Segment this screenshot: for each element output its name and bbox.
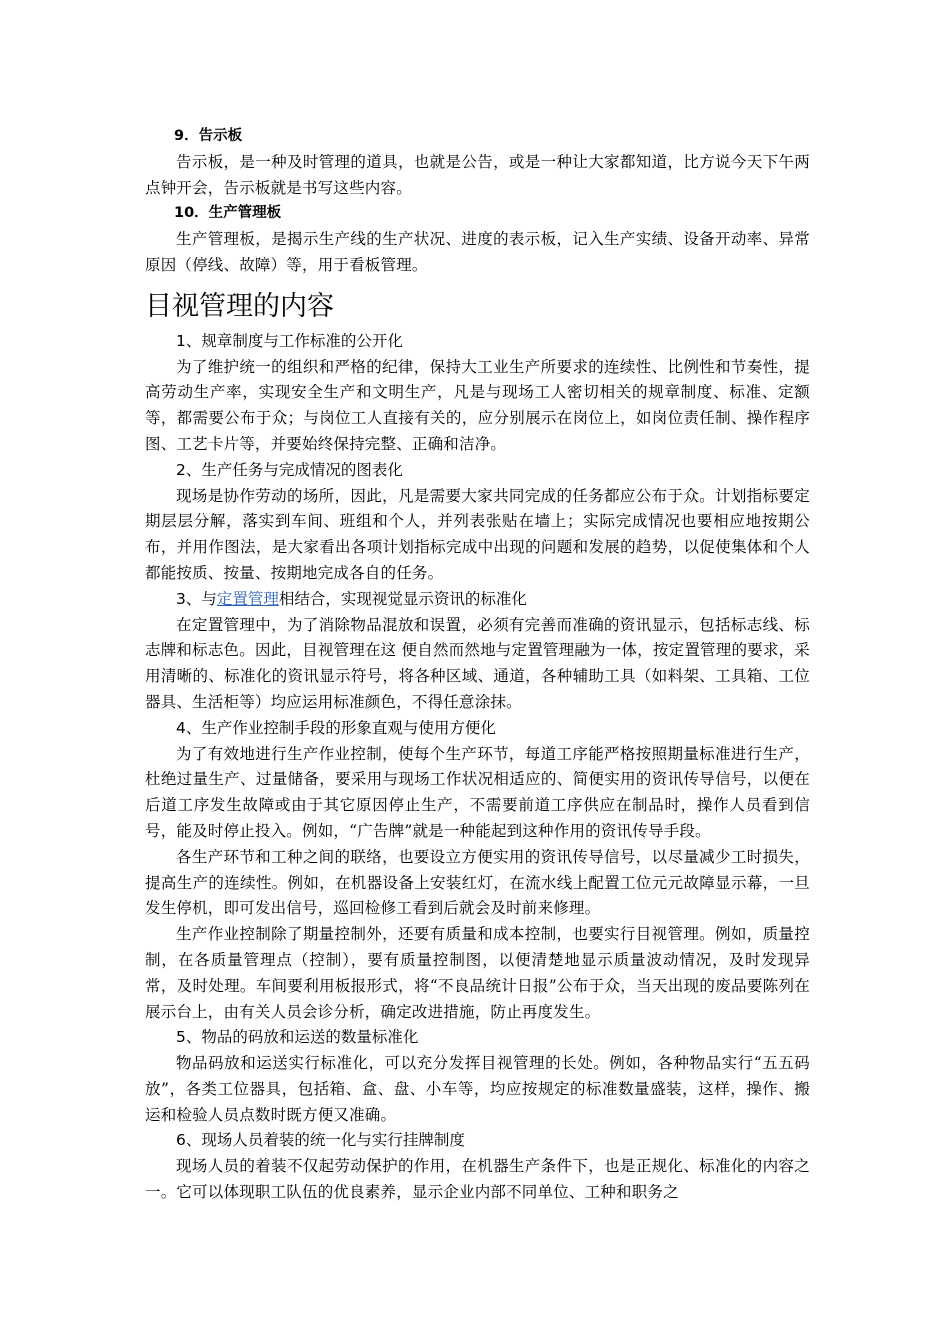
document-page (145, 124, 810, 1206)
section-1-title: 1、规章制度与工作标准的公开化 (176, 331, 403, 350)
section-3-title-post: 相结合，实现视觉显示资讯的标准化 (278, 589, 527, 608)
section-6-paragraph: 现场人员的着装不仅起劳动保护的作用，在机器生产条件下，也是正规化、标准化的内容之一。它可以体现职工队伍的优良素养，显示企业内部不同单位、工种和职务之 (145, 1157, 810, 1202)
item9-body: 告示板，是一种及时管理的道具，也就是公告，或是一种让大家都知道，比方说今天下午两点钟开会，告示板就是书写这些内容。 (145, 152, 810, 197)
section-4-paragraph-2: 各生产环节和工种之间的联络，也要设立方便实用的资讯传导信号，以尽量减少工时损失，提高生产的连续性。例如，在机器设备上安装红灯，在流水线上配置工位元元故障显示幕，一旦发生停机，即可发出信号，巡回检修工看到后就会及时前来修理。 (145, 847, 810, 918)
section-4-title: 4、生产作业控制手段的形象直观与使用方便化 (176, 718, 496, 737)
item10-title: 10．生产管理板 (174, 205, 282, 222)
section-4-paragraph-1: 为了有效地进行生产作业控制，使每个生产环节，每道工序能严格按照期量标准进行生产，杜绝过量生产、过量储备，要采用与现场工作状况相适应的、简便实用的资讯传导信号，以便在后道工序发生故障或由于其它原因停止生产，不需要前道工序供应在制品时，操作人员看到信号，能及时停止投入。例如，“广告牌”就是一种能起到这种作用的资讯传导手段。 (145, 744, 810, 840)
section-5-title: 5、物品的码放和运送的数量标准化 (176, 1028, 419, 1047)
section-5-paragraph: 物品码放和运送实行标准化，可以充分发挥目视管理的长处。例如，各种物品实行“五五码放”，各类工位器具，包括箱、盒、盘、小车等，均应按规定的标准数量盛装，这样，操作、搬运和检验人员点数时既方便又准确。 (145, 1054, 810, 1124)
item10-body: 生产管理板，是揭示生产线的生产状况、进度的表示板，记入生产实绩、设备开动率、异常原因（停线、故障）等，用于看板管理。 (145, 230, 810, 274)
section-1-paragraph: 为了维护统一的组织和严格的纪律，保持大工业生产所要求的连续性、比例性和节奏性，提高劳动生产率，实现安全生产和文明生产，凡是与现场工人密切相关的规章制度、标准、定额等，都需要公布于众；与岗位工人直接有关的，应分别展示在岗位上，如岗位责任制、操作程序图、工艺卡片等，并要始终保持完整、正确和洁净。 (145, 357, 810, 453)
dingzhi-guanli-link[interactable]: 定置管理 (216, 589, 279, 608)
section-3-title-pre: 3、与 (176, 589, 217, 608)
section-heading: 目视管理的内容 (145, 290, 334, 322)
section-2-title: 2、生产任务与完成情况的图表化 (176, 460, 403, 479)
item9-title: 9．告示板 (174, 128, 243, 144)
section-6-title: 6、现场人员着装的统一化与实行挂牌制度 (176, 1131, 465, 1150)
section-3-paragraph: 在定置管理中，为了消除物品混放和误置，必须有完善而准确的资讯显示，包括标志线、标志牌和标志色。因此，目视管理在这 便自然而然地与定置管理融为一体，按定置管理的要求，采用清晰的、标准化的资讯显示符号，将各种区域、通道，各种辅助工具（如料架、工具箱、工位器具、生活柜等）均应运用标准颜色，不得任意涂抹。 (145, 615, 810, 711)
section-3-title (145, 587, 810, 613)
section-4-paragraph-3: 生产作业控制除了期量控制外，还要有质量和成本控制，也要实行目视管理。例如，质量控制，在各质量管理点（控制），要有质量控制图，以便清楚地显示质量波动情况，及时发现异常，及时处理。车间要利用板报形式，将“不良品统计日报”公布于众，当天出现的废品要陈列在展示台上，由有关人员会诊分析，确定改进措施，防止再度发生。 (145, 925, 810, 1021)
section-2-paragraph: 现场是协作劳动的场所，因此，凡是需要大家共同完成的任务都应公布于众。计划指标要定期层层分解，落实到车间、班组和个人，并列表张贴在墙上；实际完成情况也要相应地按期公布，并用作图法，是大家看出各项计划指标完成中出现的问题和发展的趋势，以促使集体和个人都能按质、按量、按期地完成各自的任务。 (145, 486, 810, 582)
